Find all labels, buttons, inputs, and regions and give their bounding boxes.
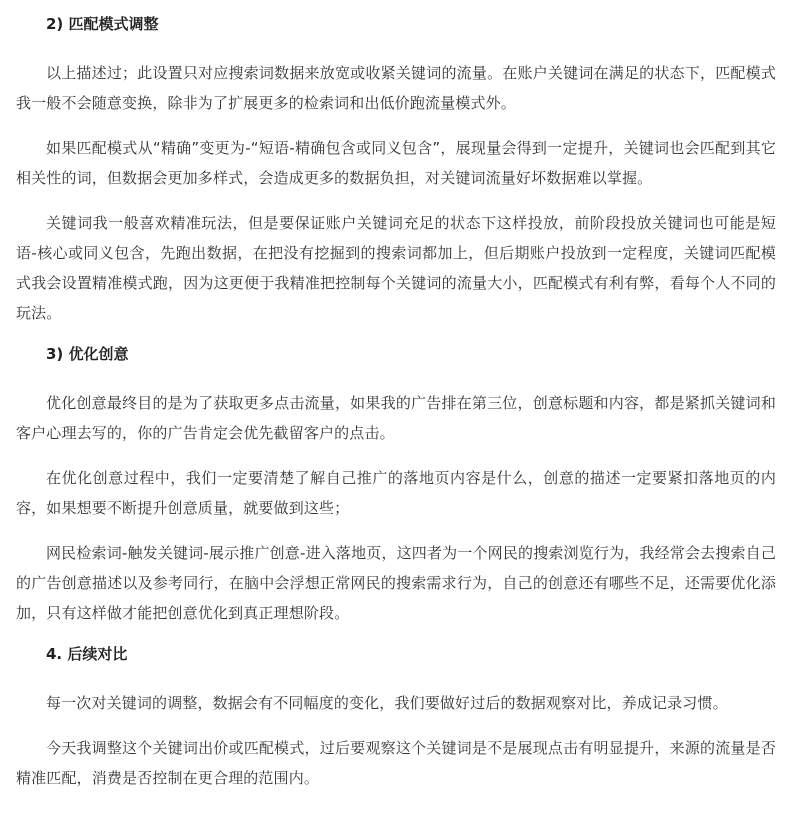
paragraph: 以上描述过；此设置只对应搜索词数据来放宽或收紧关键词的流量。在账户关键词在满足的状态下，匹配模式我一般不会随意变换，除非为了扩展更多的检索词和出低价跑流量模式外。 xyxy=(16,64,776,112)
paragraph: 关键词我一般喜欢精准玩法，但是要保证账户关键词充足的状态下这样投放，前阶段投放关键词也可能是短语-核心或同义包含，先跑出数据，在把没有挖掘到的搜索词都加上，但后期账户投放到一定程度，关键词匹配模式我会设置精准模式跑，因为这更便于我精准把控制每个关键词的流量大小，匹配模式有利有弊，看每个人不同的玩法。 xyxy=(16,214,776,322)
paragraph: 今天我调整这个关键词出价或匹配模式，过后要观察这个关键词是不是展现点击有明显提升，来源的流量是否精准匹配，消费是否控制在更合理的范围内。 xyxy=(16,739,776,787)
section-heading-optimize-creative: 3) 优化创意 xyxy=(46,345,129,363)
paragraph: 每一次对关键词的调整，数据会有不同幅度的变化，我们要做好过后的数据观察对比，养成记录习惯。 xyxy=(46,694,728,712)
paragraph: 优化创意最终目的是为了获取更多点击流量，如果我的广告排在第三位，创意标题和内容，都是紧抓关键词和客户心理去写的，你的广告肯定会优先截留客户的点击。 xyxy=(16,394,776,442)
paragraph: 如果匹配模式从“精确”变更为-“短语-精确包含或同义包含”，展现量会得到一定提升，关键词也会匹配到其它相关性的词，但数据会更加多样式，会造成更多的数据负担，对关键词流量好坏数据难以掌握。 xyxy=(16,139,776,187)
paragraph: 网民检索词-触发关键词-展示推广创意-进入落地页，这四者为一个网民的搜索浏览行为，我经常会去搜索自己的广告创意描述以及参考同行，在脑中会浮想正常网民的搜索需求行为，自己的创意还有哪些不足，还需要优化添加，只有这样做才能把创意优化到真正理想阶段。 xyxy=(16,544,776,622)
section-heading-match-mode: 2) 匹配模式调整 xyxy=(46,15,159,33)
paragraph: 在优化创意过程中，我们一定要清楚了解自己推广的落地页内容是什么，创意的描述一定要紧扣落地页的内容，如果想要不断提升创意质量，就要做到这些； xyxy=(16,469,776,517)
section-heading-follow-up-comparison: 4. 后续对比 xyxy=(46,645,128,663)
